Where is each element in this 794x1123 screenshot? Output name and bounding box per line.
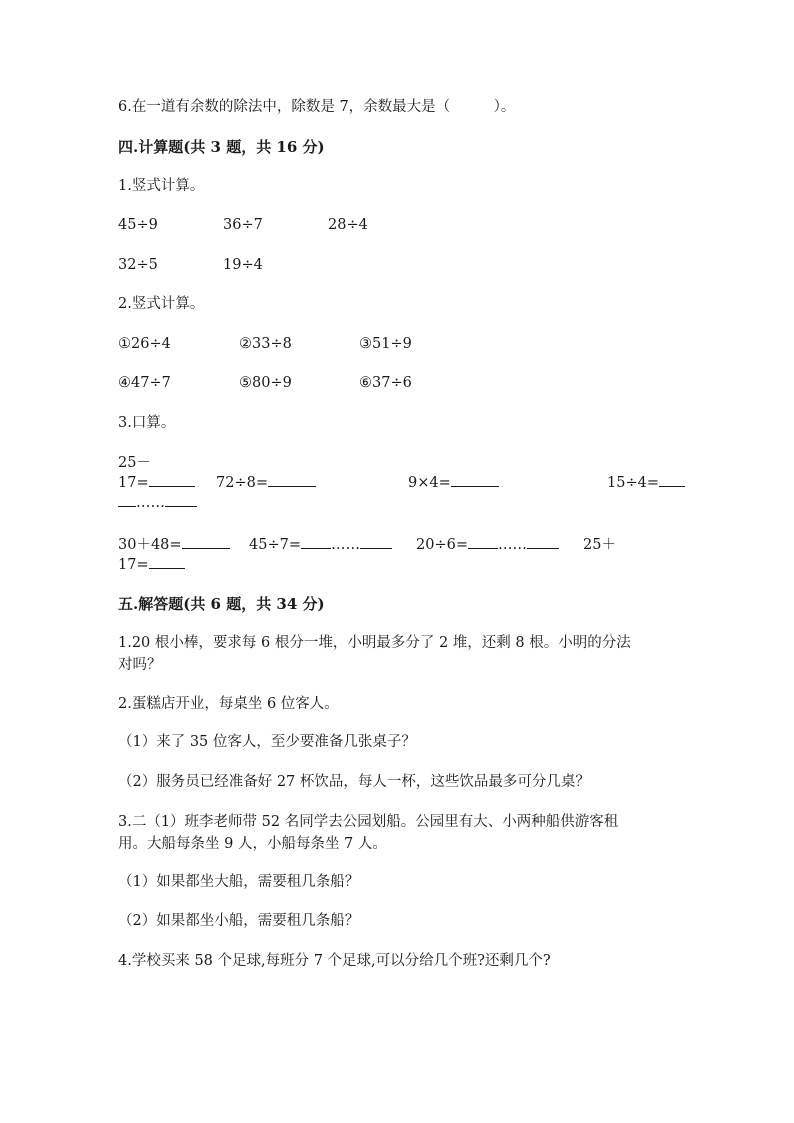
problem-4-2-title: 2.竖式计算。 — [118, 296, 205, 312]
oral-calc-item: 25－ — [118, 455, 151, 471]
answer-blank[interactable] — [149, 472, 195, 487]
oral-calc-text: 9×4= — [408, 475, 451, 491]
remainder-dots: …… — [136, 495, 165, 511]
problem-4-3-title: 3.口算。 — [118, 415, 176, 431]
question-5-3-cont: 用。大船每条坐 9 人，小船每条坐 7 人。 — [118, 836, 387, 852]
question-5-1: 1.20 根小棒，要求每 6 根分一堆，小明最多分了 2 堆，还剩 8 根。小明的分法 — [118, 635, 631, 651]
calc-item: ③51÷9 — [359, 336, 412, 352]
oral-calc-item — [118, 492, 197, 514]
question-5-3: 3.二（1）班李老师带 52 名同学去公园划船。公园里有大、小两种船供游客租 — [118, 814, 619, 830]
oral-calc-text: 17= — [118, 557, 149, 573]
calc-item: ②33÷8 — [239, 336, 292, 352]
section-4-title: 四.计算题(共 3 题，共 16 分) — [118, 138, 325, 156]
oral-calc-text: 72÷8= — [216, 475, 268, 491]
question-5-2: 2.蛋糕店开业，每桌坐 6 位客人。 — [118, 696, 339, 712]
answer-blank[interactable] — [468, 534, 498, 549]
answer-blank[interactable] — [527, 534, 559, 549]
answer-blank[interactable] — [451, 472, 499, 487]
oral-calc-item — [416, 534, 559, 556]
oral-calc-item — [118, 554, 185, 576]
problem-4-1-title: 1.竖式计算。 — [118, 178, 205, 194]
oral-calc-item — [118, 472, 195, 494]
oral-calc-item — [607, 472, 685, 494]
question-5-3-b: （2）如果都坐小船，需要租几条船？ — [118, 913, 360, 929]
calc-item: 36÷7 — [223, 217, 263, 233]
oral-calc-item — [118, 534, 230, 556]
oral-calc-text: 17= — [118, 475, 149, 491]
oral-calc-text: 20÷6= — [416, 537, 468, 553]
question-5-1-cont: 对吗？ — [118, 657, 162, 673]
remainder-dots: …… — [497, 537, 527, 553]
answer-blank[interactable] — [149, 554, 185, 569]
answer-blank[interactable] — [118, 492, 136, 507]
answer-blank[interactable] — [301, 534, 331, 549]
calc-item: ①26÷4 — [118, 336, 171, 352]
calc-item: ④47÷7 — [118, 375, 171, 391]
oral-calc-item: 25＋ — [583, 537, 616, 553]
answer-blank[interactable] — [360, 534, 392, 549]
question-5-2-a: （1）来了 35 位客人，至少要准备几张桌子？ — [118, 734, 416, 750]
calc-item: 28÷4 — [328, 217, 368, 233]
answer-blank[interactable] — [659, 472, 685, 487]
oral-calc-text: 15÷4= — [607, 475, 659, 491]
remainder-dots: …… — [330, 537, 360, 553]
question-5-4: 4.学校买来 58 个足球,每班分 7 个足球,可以分给几个班?还剩几个? — [118, 953, 551, 969]
calc-item: ⑥37÷6 — [359, 375, 412, 391]
oral-calc-text: 30＋48= — [118, 537, 182, 553]
answer-blank[interactable] — [268, 472, 316, 487]
oral-calc-text: 45÷7= — [249, 537, 301, 553]
question-6: 6.在一道有余数的除法中，除数是 7，余数最大是（ ）。 — [118, 99, 516, 115]
question-5-3-a: （1）如果都坐大船，需要租几条船？ — [118, 874, 360, 890]
oral-calc-item — [216, 472, 316, 494]
question-5-2-b: （2）服务员已经准备好 27 杯饮品，每人一杯，这些饮品最多可分几桌？ — [118, 774, 590, 790]
section-5-title: 五.解答题(共 6 题，共 34 分) — [118, 595, 325, 613]
calc-item: 19÷4 — [223, 257, 263, 273]
calc-item: 45÷9 — [118, 217, 158, 233]
calc-item: 32÷5 — [118, 257, 158, 273]
answer-blank[interactable] — [165, 492, 197, 507]
oral-calc-item — [408, 472, 499, 494]
answer-blank[interactable] — [182, 534, 230, 549]
oral-calc-item — [249, 534, 392, 556]
calc-item: ⑤80÷9 — [239, 375, 292, 391]
